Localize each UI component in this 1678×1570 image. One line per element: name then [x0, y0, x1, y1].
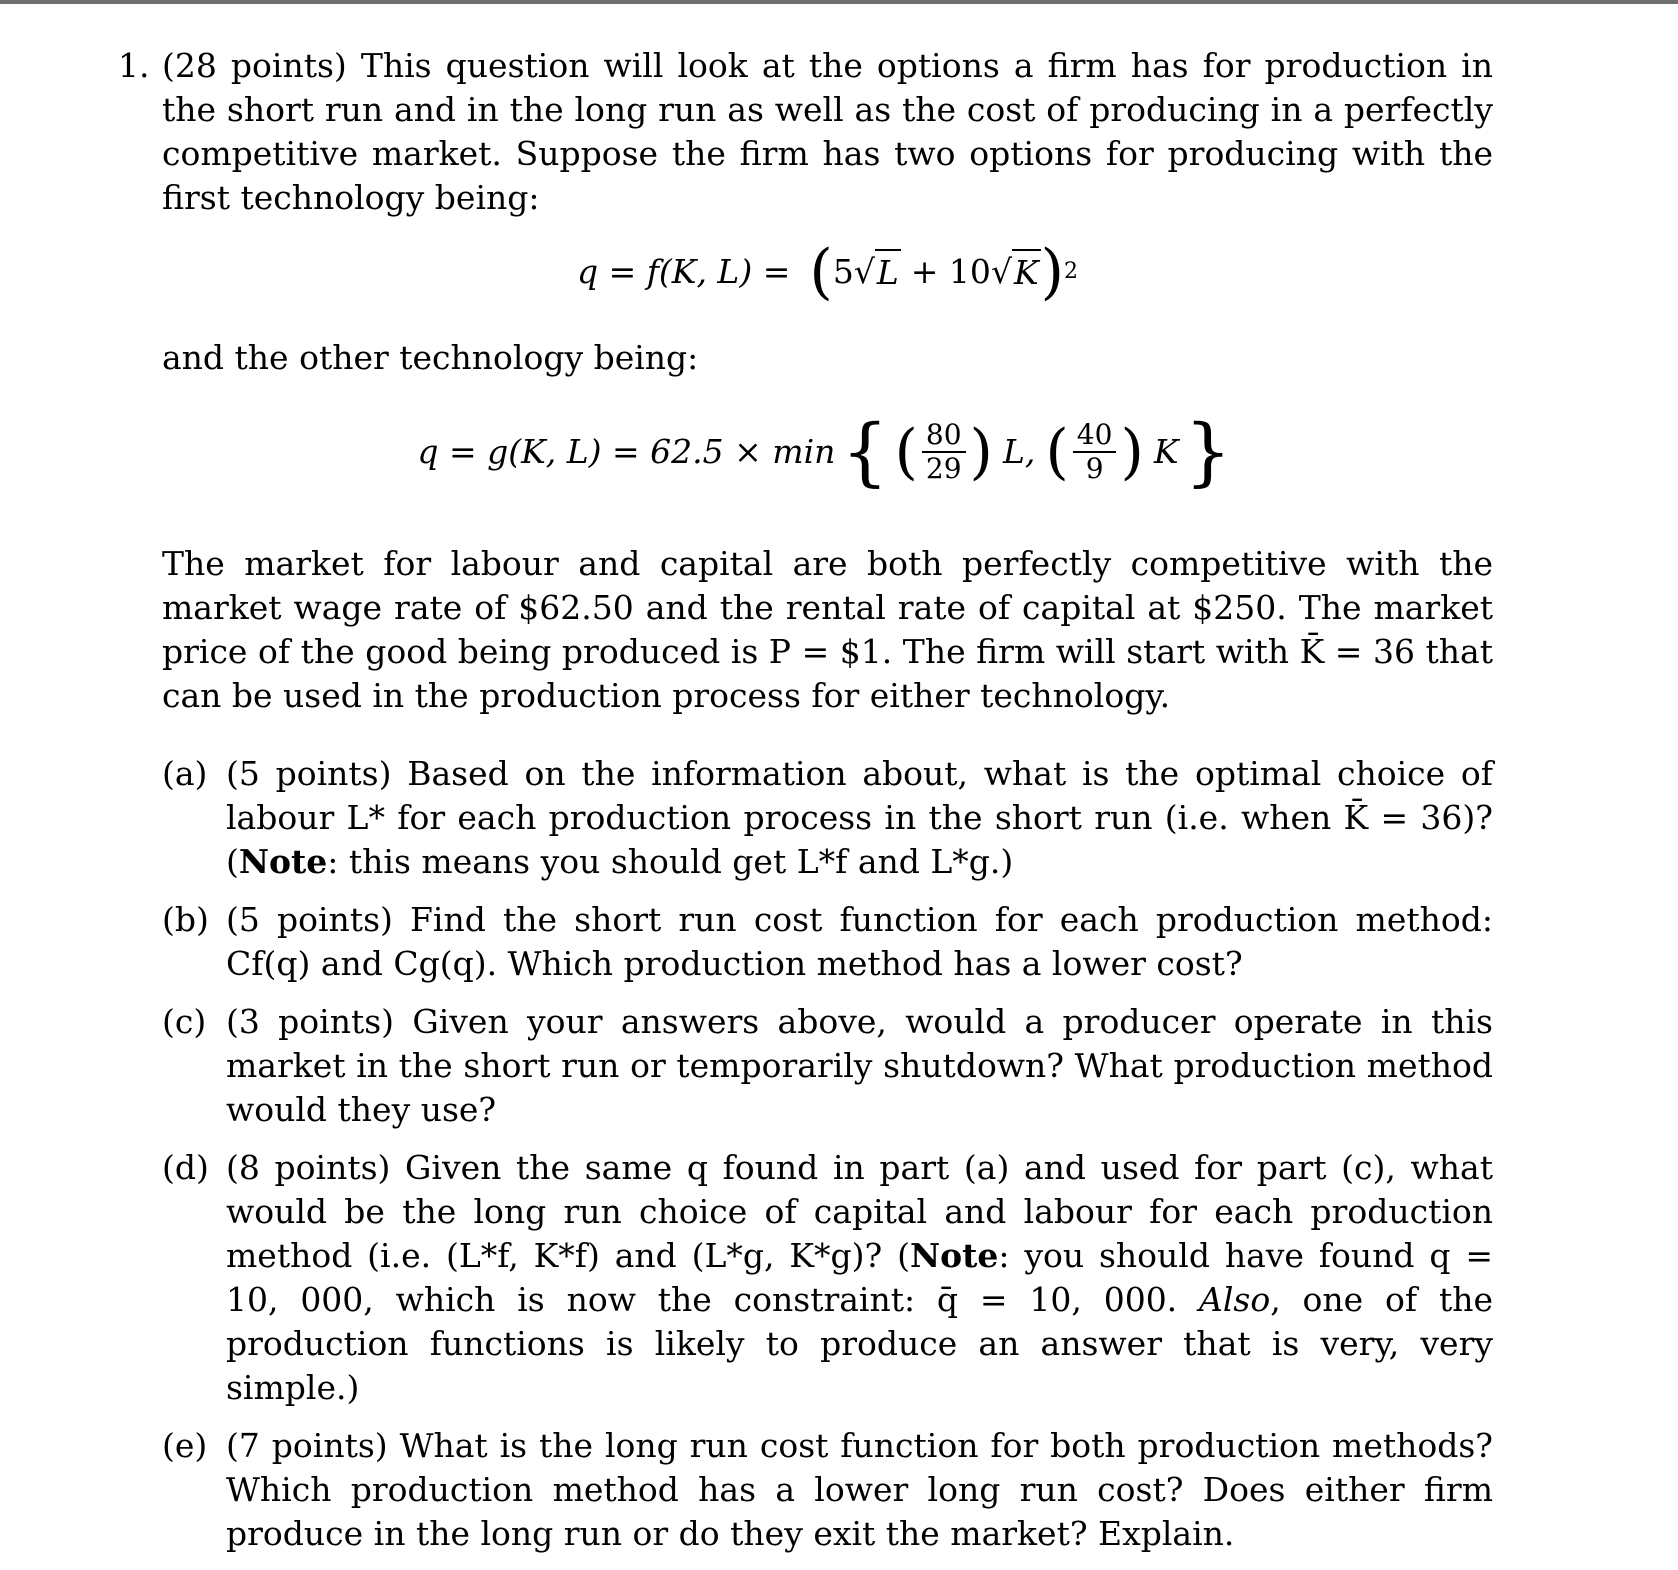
part-d-text-2: : you should have found q = 10, 000, which is now the constraint: q̄ = 10, 000.	[226, 1236, 1493, 1319]
part-a-text-1: (5 points) Based on the information about, what is the optimal choice of labour L* for each production process in the short run (i.e. when K̄ = 36)? (	[226, 754, 1493, 881]
question-number: 1.	[118, 46, 150, 85]
part-d-also: Also	[1199, 1280, 1271, 1319]
eq2-paren-open-1: (	[894, 417, 918, 487]
eq2-paren-open-2: (	[1045, 417, 1069, 487]
eq1-close-paren: )	[1040, 237, 1065, 307]
fraction-80-29	[922, 419, 966, 485]
eq1-var-k: K	[1012, 249, 1041, 295]
sqrt-sign-l: √	[853, 252, 875, 291]
eq2-open-brace: {	[841, 409, 889, 495]
sqrt-sign-k: √	[990, 252, 1012, 291]
part-e	[162, 1424, 1493, 1556]
equation-g	[118, 392, 1493, 512]
question-page	[118, 44, 1493, 1570]
eq1-open-paren: (	[790, 237, 833, 307]
part-d-text-1: (8 points) Given the same q found in part (a) and used for part (c), what would be the long run choice of capital and labour for each production method (i.e. (L*f, K*f) and (L*g, K*g)? (	[226, 1148, 1493, 1275]
part-e-text: (7 points) What is the long run cost function for both production methods? Which production method has a lower long run cost? Does either firm produce in the long run or do they exit the market? Explain.	[226, 1426, 1493, 1553]
part-c-text: (3 points) Given your answers above, would a producer operate in this market in the short run or temporarily shutdown? What production method would they use?	[226, 1002, 1493, 1129]
frac1-numerator: 80	[922, 419, 966, 453]
market-text: The market for labour and capital are both perfectly competitive with the market wage rate of $62.50 and the rental rate of capital at $250. The market price of the good being produced is P = $1. The firm will start with K̄ = 36 that can be used in the production process for either technology.	[162, 544, 1493, 715]
eq1-coef-l: 5	[832, 252, 854, 291]
top-border	[0, 0, 1678, 4]
part-a-note-label: Note	[238, 842, 328, 881]
between-text: and the other technology being:	[162, 338, 699, 377]
frac2-numerator: 40	[1073, 419, 1117, 453]
eq2-var-l: L,	[1002, 432, 1036, 471]
eq2-paren-close-1: )	[969, 417, 993, 487]
eq2-var-k: K	[1153, 432, 1179, 471]
part-e-label: (e)	[162, 1426, 208, 1465]
part-c	[162, 1000, 1493, 1132]
eq1-exponent: 2	[1064, 259, 1079, 284]
part-d-label: (d)	[162, 1148, 209, 1187]
market-text-row	[118, 542, 1493, 718]
part-d	[162, 1146, 1493, 1410]
part-b-text: (5 points) Find the short run cost function for each production method: Cf(q) and Cg(q). Which production method has a lower cost?	[226, 900, 1493, 983]
part-a-label: (a)	[162, 754, 208, 793]
between-text-row	[118, 336, 1493, 380]
part-a-text-2: : this means you should get L*f and L*g.)	[327, 842, 1014, 881]
subquestions	[118, 752, 1493, 1556]
frac1-denominator: 29	[925, 452, 962, 485]
eq1-lhs: q = f(K, L) =	[576, 252, 791, 291]
eq1-var-l: L	[875, 249, 901, 295]
part-b-label: (b)	[162, 900, 209, 939]
part-c-label: (c)	[162, 1002, 207, 1041]
part-d-note-label: Note	[909, 1236, 999, 1275]
intro-text: (28 points) This question will look at the options a firm has for production in the short run and in the long run as well as the cost of producing in a perfectly competitive market. Suppose the firm has two options for producing with the first technology being:	[162, 46, 1493, 217]
eq2-paren-close-2: )	[1120, 417, 1144, 487]
part-b	[162, 898, 1493, 986]
part-d-text-3: , one of the production functions is likely to produce an answer that is very, very simple.)	[226, 1280, 1493, 1407]
part-a	[162, 752, 1493, 884]
fraction-40-9	[1073, 419, 1117, 485]
eq2-lhs: q = g(K, L) = 62.5 × min	[417, 432, 836, 471]
eq1-plus: + 10	[910, 252, 991, 291]
frac2-denominator: 9	[1085, 452, 1104, 485]
question-intro	[118, 44, 1493, 220]
equation-f	[118, 226, 1493, 318]
eq2-close-brace: }	[1184, 409, 1232, 495]
